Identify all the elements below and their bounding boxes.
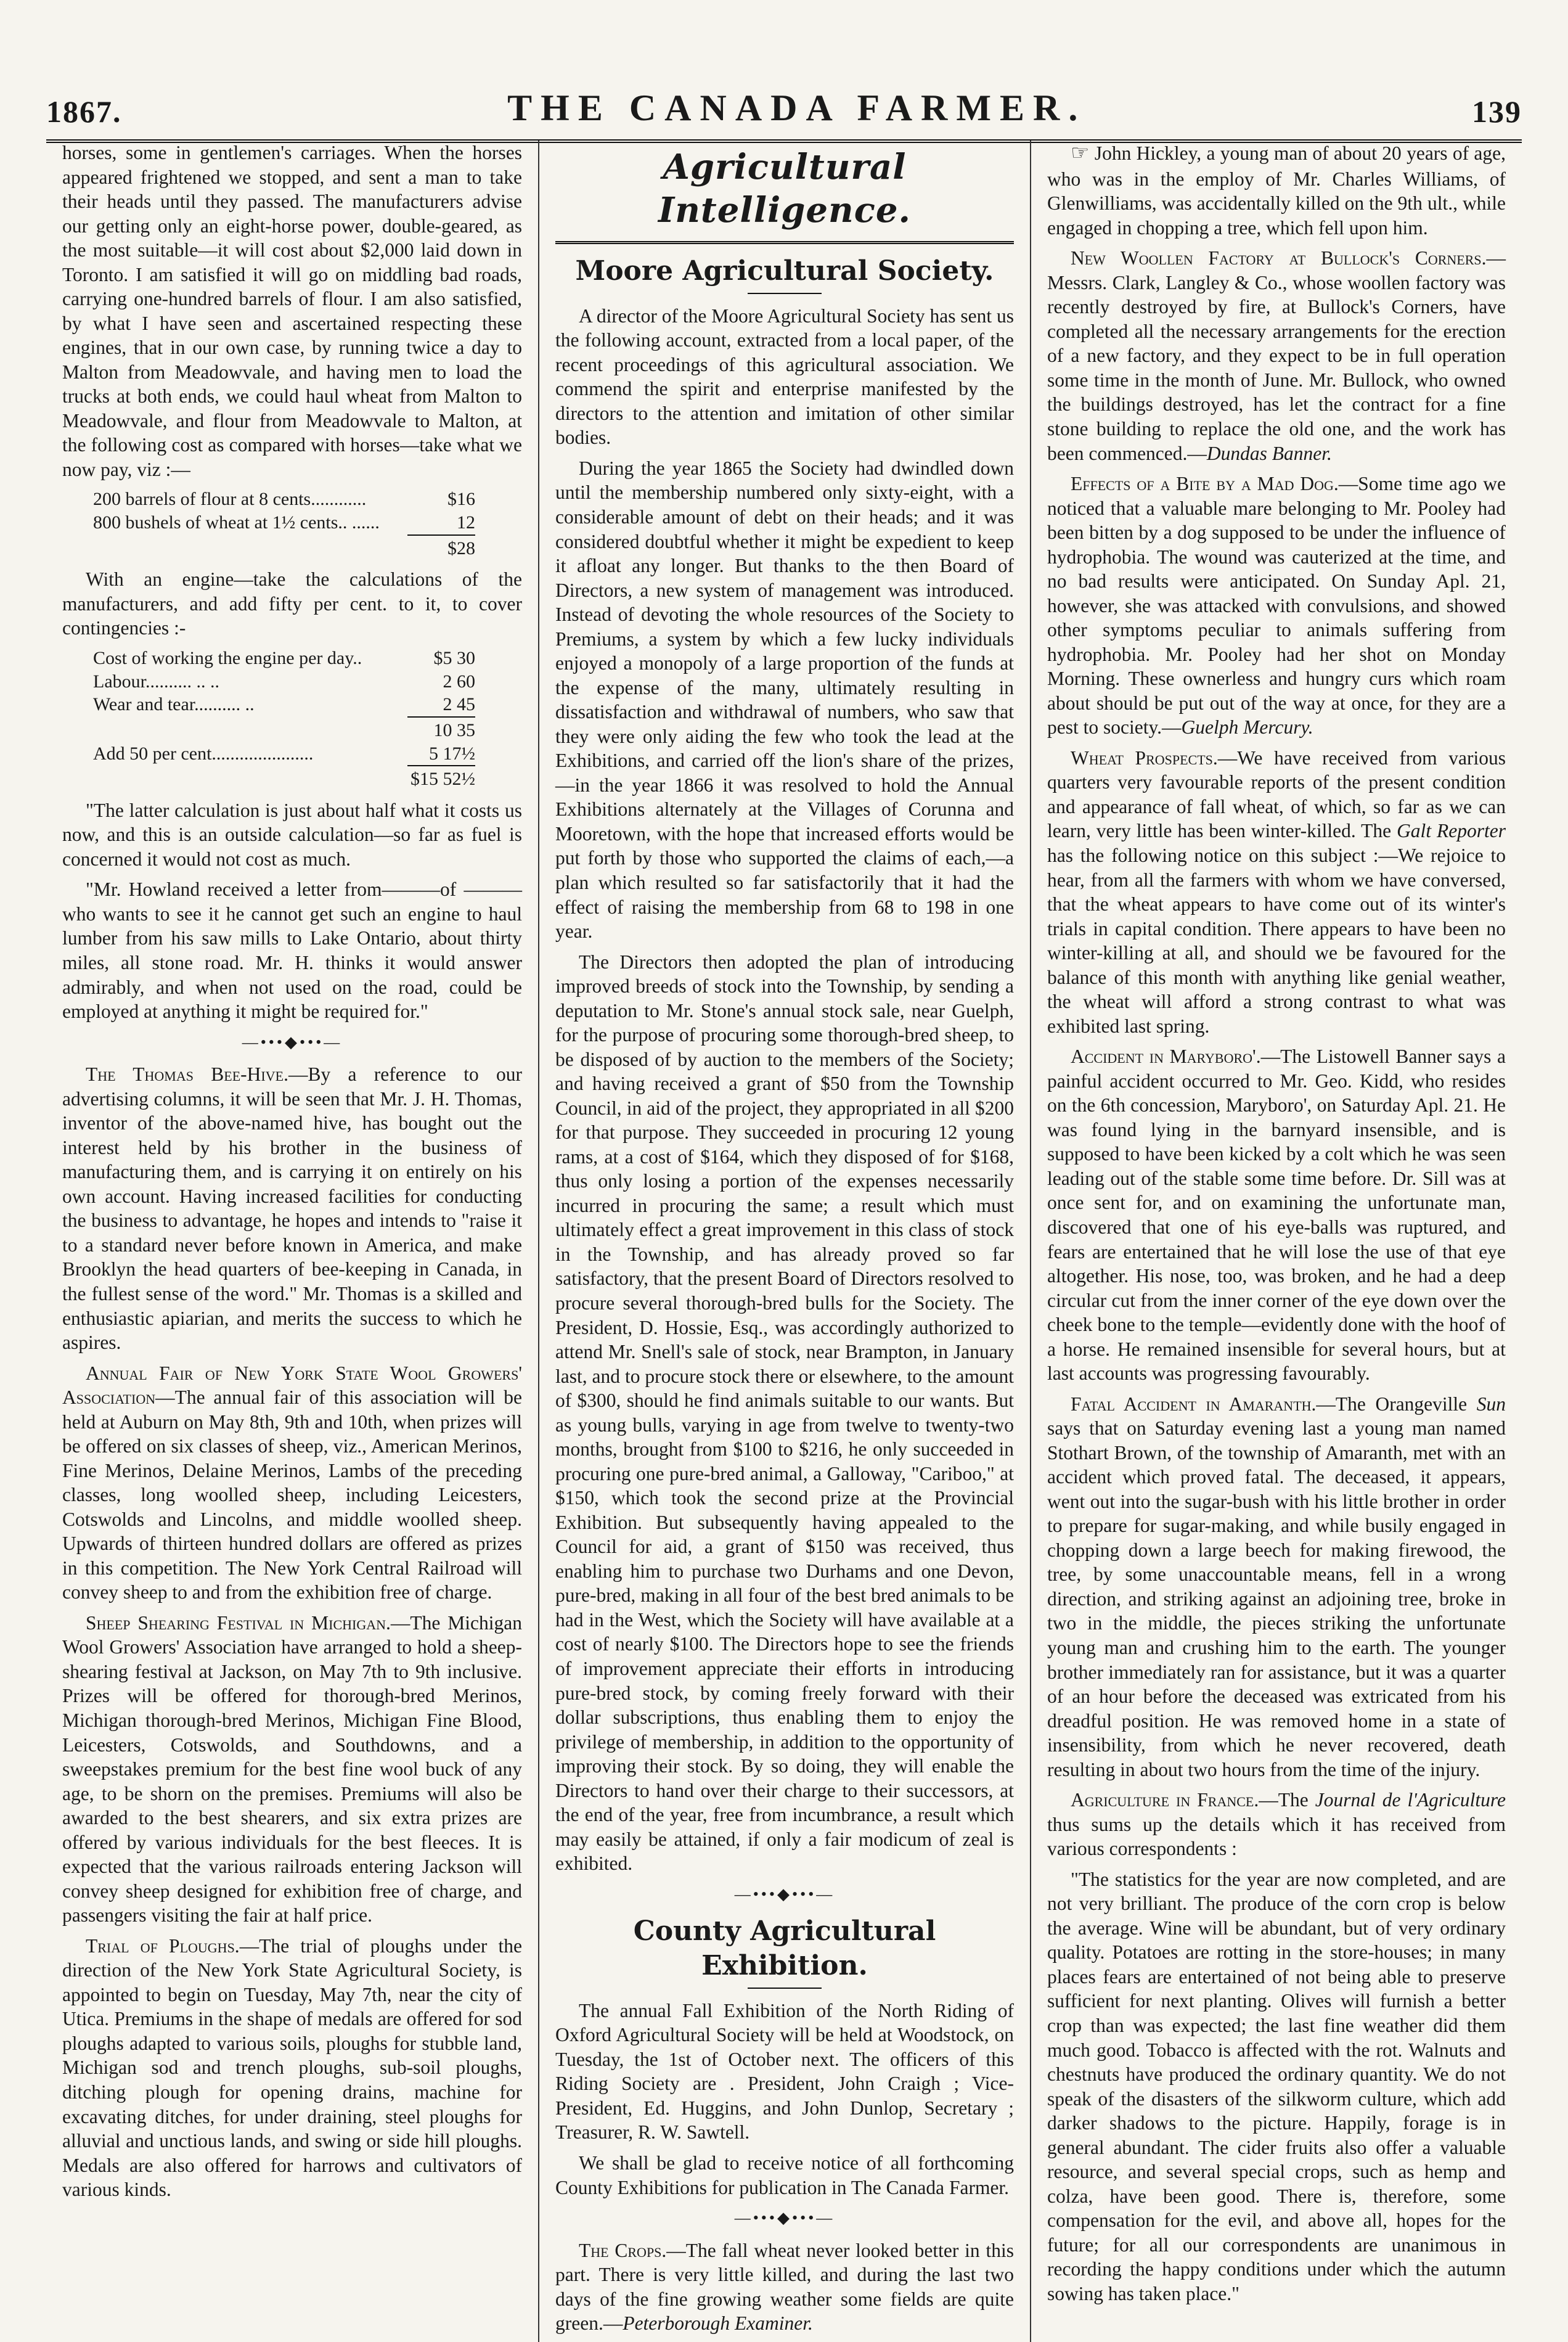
- county-paragraph: We shall be glad to receive notice of all forthcoming County Exhibitions for publication in The Canada Farmer.: [555, 2152, 1014, 2198]
- article-hickley: ☞ John Hickley, a young man of about 20 years of age, who was in the employ of Mr. Charles Williams, of Glenwilliams, was accidentally killed on the 9th ult., while engaged in chopping a tree, which fell upon him.: [1047, 142, 1506, 239]
- ledger-row: Add 50 per cent...................... 5 17½: [93, 743, 475, 764]
- pointing-hand-icon: ☞: [1071, 142, 1090, 165]
- ledger-row: Wear and tear.......... .. 2 45: [93, 694, 475, 715]
- columns: [46, 141, 1522, 2335]
- short-rule: [748, 1988, 822, 1989]
- cost-table-engine: [93, 647, 522, 791]
- article-mad-dog: Effects of a Bite by a Mad Dog.—Some time ago we noticed that a valuable mare belonging to Mr. Pooley had been bitten by a dog supposed to be under the influence of hydrophobia. The wound was cauterized at the time, and no bad results were anticipated. On Sunday Apl. 21, however, she was attacked with convulsions, and showed other symptoms peculiar to animals suffering from hydrophobia. Mr. Pooley had her shot on Monday Morning. These ownerless and hungry curs which roam about should be put out of the way at once, for they are a pest to society.—Guelph Mercury.: [1047, 473, 1506, 739]
- source-citation: Guelph Mercury.: [1181, 716, 1313, 739]
- column-right: [1030, 141, 1522, 2342]
- section-ornament: —•••◆•••—: [734, 2209, 835, 2227]
- moore-paragraph: The Directors then adopted the plan of introducing improved breeds of stock into the Township, by sending a deputation to Mr. Stone's annual stock sale, near Guelph, for the purpose of procuring some thorough-bred sheep, to be disposed of by auction to the members of the Society; and having received a grant of $50 from the Township Council, in aid of the project, they appropriated in all $200 for that purpose. They succeeded in procuring 12 young rams, at a cost of $164, which they disposed of for $168, thus only losing a portion of the expenses necessarily incurred in procuring the same; a result which must ultimately effect a great improvement in this class of stock in the Township, and has already proved so far satisfactory, that the present Board of Directors resolved to procure several thorough-bred bulls for the Society. The President, D. Hossie, Esq., was accordingly authorized to attend Mr. Snell's sale of stock, near Brampton, in January last, and to procure stock there or elsewhere, to the amount of $300, should he find animals suitable to our wants. But as young bulls, varying in age from twelve to twenty-two months, brought from $100 to $216, he only succeeded in procuring one pure-bred animal, a Galloway, "Cariboo," at $150, which took the second prize at the Provincial Exhibition. But subsequently having appealed to the Council for aid, a grant of $150 was received, thus enabling him to purchase two Durhams and one Devon, pure-bred, making in all four of the best bred animals to be had in the West, which the Society will have available at a cost of nearly $100. The Directors hope to see the friends of improvement appreciate their efforts in introducing pure-bred stock, by coming freely forward with their dollar subscriptions, thus enabling them to enjoy the privilege of membership, in addition to the opportunity of improving their stock. By so doing, they will enable the Directors to hand over their charge to their successors, at the end of the year, free from incumbrance, a result which may easily be attained, if only a fair modicum of zeal is exhibited.: [555, 951, 1014, 1875]
- article-heading: Sheep Shearing Festival in Michigan.: [86, 1611, 391, 1634]
- article-title: County Agricultural Exhibition.: [633, 1915, 936, 1981]
- article-heading: Annual Fair of New York State Wool Growers' Association: [62, 1362, 522, 1409]
- article-title: Moore Agricultural Society.: [575, 255, 994, 287]
- ledger-row: Labour.......... .. .. 2 60: [93, 671, 475, 692]
- moore-paragraph: During the year 1865 the Society had dwindled down until the membership numbered only sixty-eight, with a considerable amount of debt on their heads; and it was considered doubtful whether it might be expedient to keep it afloat any longer. But thanks to the then Board of Directors, a new system of management was introduced. Instead of devoting the whole resources of the Society to Premiums, a system by which a few lucky individuals enjoyed a monopoly of a large proportion of the funds at the expense of the many, ultimately resulting in dissatisfaction and withdrawal of numbers, who saw that they were only aiding the few who took the lead at the Exhibitions, and carried off the lion's share of the prizes,—in the year 1866 it was resolved to hold the Annual Exhibitions alternately at the Villages of Corunna and Mooretown, with the hope that increased efforts would be put forth by those who supported the claims of each,—a plan which resulted so far satisfactorily that it had the effect of raising the membership from 68 to 198 in one year.: [555, 457, 1014, 943]
- ledger-total: $28: [93, 534, 475, 560]
- article-heading: Wheat Prospects.: [1071, 747, 1218, 769]
- ledger-row: 200 barrels of flour at 8 cents............ $16: [93, 489, 475, 510]
- masthead: [46, 74, 1522, 143]
- double-rule: [555, 241, 1014, 244]
- engine-article-continued: horses, some in gentlemen's carriages. When the horses appeared frightened we stopped, and sent a man to take their heads until they passed. The manufacturers advise our getting only an eight-horse power, double-geared, as the most suitable—it will cost about $2,000 laid down in Toronto. I am satisfied it will go on middling bad roads, carrying one-hundred barrels of flour. I am also satisfied, by what I have seen and ascertained respecting these engines, that in our own case, by running twice a day to Malton from Meadowvale, and having men to load the trucks at both ends, we could haul wheat from Malton to Meadowvale, and flour from Meadowvale to Malton, at the following cost as compared with horses—take what we now pay, viz :—: [62, 142, 522, 480]
- section-ornament: —•••◆•••—: [242, 1033, 343, 1051]
- short-rule: [748, 293, 822, 294]
- moore-paragraph: A director of the Moore Agricultural Society has sent us the following account, extracted from a local paper, of the recent proceedings of this agricultural association. We commend the spirit and enterprise manifested by the directors to the attention and imitation of other similar bodies.: [555, 305, 1014, 449]
- ledger-row: 800 bushels of wheat at 1½ cents.. ...... 12: [93, 512, 475, 533]
- cost-table-horses: [93, 488, 522, 560]
- column-middle: [538, 141, 1030, 2342]
- article-ploughs: Trial of Ploughs.—The trial of ploughs under the direction of the New York State Agricultural Society, is appointed to begin on Tuesday, May 7th, near the city of Utica. Premiums in the shape of medals are offered for sod ploughs adapted to various soils, ploughs for stubble land, Michigan sod and trench ploughs, sub-soil ploughs, ditching plough for opening drains, machine for excavating ditches, for under draining, steel ploughs for alluvial and unctious lands, and swing or side hill ploughs. Medals are also offered for harrows and cultivators of various kinds.: [62, 1935, 523, 2201]
- engine-paragraph: "Mr. Howland received a letter from———of ———who wants to see it he cannot get such an engine to haul lumber from his saw mills to Lake Ontario, about thirty miles, all stone road. Mr. H. thinks it would answer admirably, and when not used on the road, could be employed at anything it might be required for.": [62, 878, 522, 1023]
- france-quote: "The statistics for the year are now completed, and are not very brilliant. The produce of the corn crop is below the average. Wine will be abundant, but of very ordinary quality. Potatoes are rotting in the store-houses; in many places fears are entertained of not being able to preserve sufficient for next planting. Olives will furnish a better crop than was expected; the last fine weather did them much good. Tobacco is affected with the rot. Walnuts and chestnuts have produced the ordinary quantity. We do not speak of the disasters of the silkworm culture, which add darker shadows to the picture. Happily, forage is in general abundant. The cider fruits also offer a valuable resource, and several special crops, such as hemp and colza, have been good. There is, therefore, some compensation for the evil, and above all, hopes for the future; for all our correspondents are unanimous in recording the happy conditions under which the autumn sowing has taken place.": [1047, 1868, 1506, 2304]
- article-heading: Trial of Ploughs.: [86, 1935, 240, 1957]
- article-heading: The Thomas Bee-Hive.: [86, 1063, 288, 1086]
- section-heading: Agricultural Intelligence.: [658, 147, 911, 231]
- article-crops: The Crops.—The fall wheat never looked better in this part. There is very little killed, and during the last two days of the fine growing weather some fields are quite green.—Peterborough Examiner.: [555, 2239, 1014, 2335]
- newspaper-title: THE CANADA FARMER.: [507, 88, 1087, 128]
- article-amaranth-accident: Fatal Accident in Amaranth.—The Orangeville Sun says that on Saturday evening last a young man named Stothart Brown, of the township of Amaranth, met with an accident which proved fatal. The deceased, it appears, went out into the sugar-bush with his little brother in order to prepare for sugar-making, and while busily engaged in chopping down a large beech for making firewood, the tree, by some unaccountable means, fell in a wrong direction, and striking against an adjoining tree, broke in two in the middle, the pieces striking the unfortunate young man and crushing him to the earth. The younger brother immediately ran for assistance, but it was a quarter of an hour before the deceased was extricated from his dreadful position. He was removed home in a state of insensibility, from which he never recovered, death resulting in about two hours from the time of the injury.: [1047, 1393, 1506, 1780]
- ledger-row: Cost of working the engine per day.. $5 30: [93, 647, 475, 668]
- source-citation: Dundas Banner.: [1206, 442, 1332, 464]
- article-heading: The Crops.: [579, 2239, 667, 2261]
- article-heading: New Woollen Factory at Bullock's Corners.: [1071, 247, 1487, 269]
- article-woollen-factory: New Woollen Factory at Bullock's Corners.—Messrs. Clark, Langley & Co., whose woollen factory was recently destroyed by fire, at Bullock's Corners, have completed all the necessary arrangements for the erection of a new factory, and they expect to be in full operation some time in the month of June. Mr. Bullock, who owned the buildings destroyed, has let the contract for a fine stone building to replace the old one, and the work has been commenced.—Dundas Banner.: [1047, 247, 1506, 464]
- article-france: Agriculture in France.—The Journal de l'Agriculture thus sums up the details which it has received from various correspondents :: [1047, 1789, 1506, 1860]
- article-heading: Effects of a Bite by a Mad Dog.: [1071, 473, 1339, 495]
- engine-paragraph: "The latter calculation is just about half what it costs us now, and this is an outside calculation—so far as fuel is concerned it would not cost as much.: [62, 799, 522, 870]
- article-heading: Agriculture in France.: [1071, 1789, 1259, 1811]
- article-maryboro-accident: Accident in Maryboro'.—The Listowell Banner says a painful accident occurred to Mr. Geo. Kidd, who resides on the 6th concession, Maryboro', on Saturday Apl. 21. He was found lying in the barnyard insensible, and is supposed to have been kicked by a colt which he was seen leading out of the stable some time before. Dr. Sill was at once sent for, and on examining the unfortunate man, discovered that one of his eye-balls was ruptured, and fears are entertained that he will lose the use of that eye altogether. His nose, too, was broken, and he had a deep circular cut from the inner corner of the eye down over the cheek bone to the temple—evidently done with the hoof of a horse. He remained insensible for several hours, but at last accounts was progressing favourably.: [1047, 1046, 1506, 1385]
- section-ornament: —•••◆•••—: [734, 1885, 835, 1903]
- ledger-subtotal: 10 35: [93, 716, 475, 742]
- county-paragraph: The annual Fall Exhibition of the North Riding of Oxford Agricultural Society will be held at Woodstock, on Tuesday, the 1st of October next. The officers of this Riding Society are . President, John Craigh ; Vice-President, Ed. Huggins, and John Dunlop, Secretary ; Treasurer, R. W. Sawtell.: [555, 1999, 1014, 2143]
- issue-year: 1867.: [46, 94, 122, 129]
- column-left: [46, 141, 538, 2342]
- article-heading: Accident in Maryboro'.: [1071, 1046, 1261, 1068]
- article-sheep-shearing: Sheep Shearing Festival in Michigan.—The Michigan Wool Growers' Association have arranged to hold a sheep-shearing festival at Jackson, on May 7th to 9th inclusive. Prizes will be offered for thorough-bred Merinos, Michigan thorough-bred Merinos, Michigan Fine Blood, Leicesters, Cotswolds, and Southdowns, and a sweepstakes premium for the best fine wool buck of any age, to be shorn on the premises. Premiums will also be awarded to the best shearers, and six extra prizes are offered by various individuals for the best fleeces. It is expected that the various railroads entering Jackson will convey sheep designed for exhibition free of charge, and passengers visiting the fair at half price.: [62, 1611, 522, 1926]
- engine-calc-intro: With an engine—take the calculations of the manufacturers, and add fifty per cent. to it, to cover contingencies :-: [62, 568, 522, 639]
- source-citation: Peterborough Examiner.: [623, 2312, 813, 2335]
- article-beehive: The Thomas Bee-Hive.—By a reference to our advertising columns, it will be seen that Mr. J. H. Thomas, inventor of the above-named hive, has bought out the interest held by his brother in the business of manufacturing them, and is carrying it on entirely on his own account. Having increased facilities for conducting the business to advantage, he hopes and intends to "raise it to a standard never before known in America, and make Brooklyn the head quarters of bee-keeping in Canada, in the fullest sense of the word." Mr. Thomas is a skilled and enthusiastic apiarian, and merits the success to which he aspires.: [62, 1063, 522, 1354]
- ledger-total: $15 52½: [93, 765, 475, 791]
- article-heading: Fatal Accident in Amaranth.: [1071, 1393, 1317, 1415]
- page-number: 139: [1472, 94, 1522, 129]
- article-wool-fair: Annual Fair of New York State Wool Growers' Association—The annual fair of this association will be held at Auburn on May 8th, 9th and 10th, when prizes will be offered on six classes of sheep, viz., American Merinos, Fine Merinos, Delaine Merinos, Lambs of the preceding classes, long woolled sheep, including Leicesters, Cotswolds and Lincolns, and middle woolled sheep. Upwards of thirteen hundred dollars are offered as prizes in this competition. The New York Central Railroad will convey sheep to and from the exhibition free of charge.: [62, 1362, 522, 1603]
- article-wheat: Wheat Prospects.—We have received from various quarters very favourable reports of the present condition and appearance of fall wheat, of which, so far as we can learn, very little has been winter-killed. The Galt Reporter has the following notice on this subject :—We rejoice to hear, from all the farmers with whom we have conversed, that the wheat appears to have come out of its winter's trials in capital condition. There appears to have been no winter-killing at all, and should we be favoured for the balance of this month with anything like genial weather, the wheat will afford a strong contrast to what was exhibited last spring.: [1047, 747, 1506, 1037]
